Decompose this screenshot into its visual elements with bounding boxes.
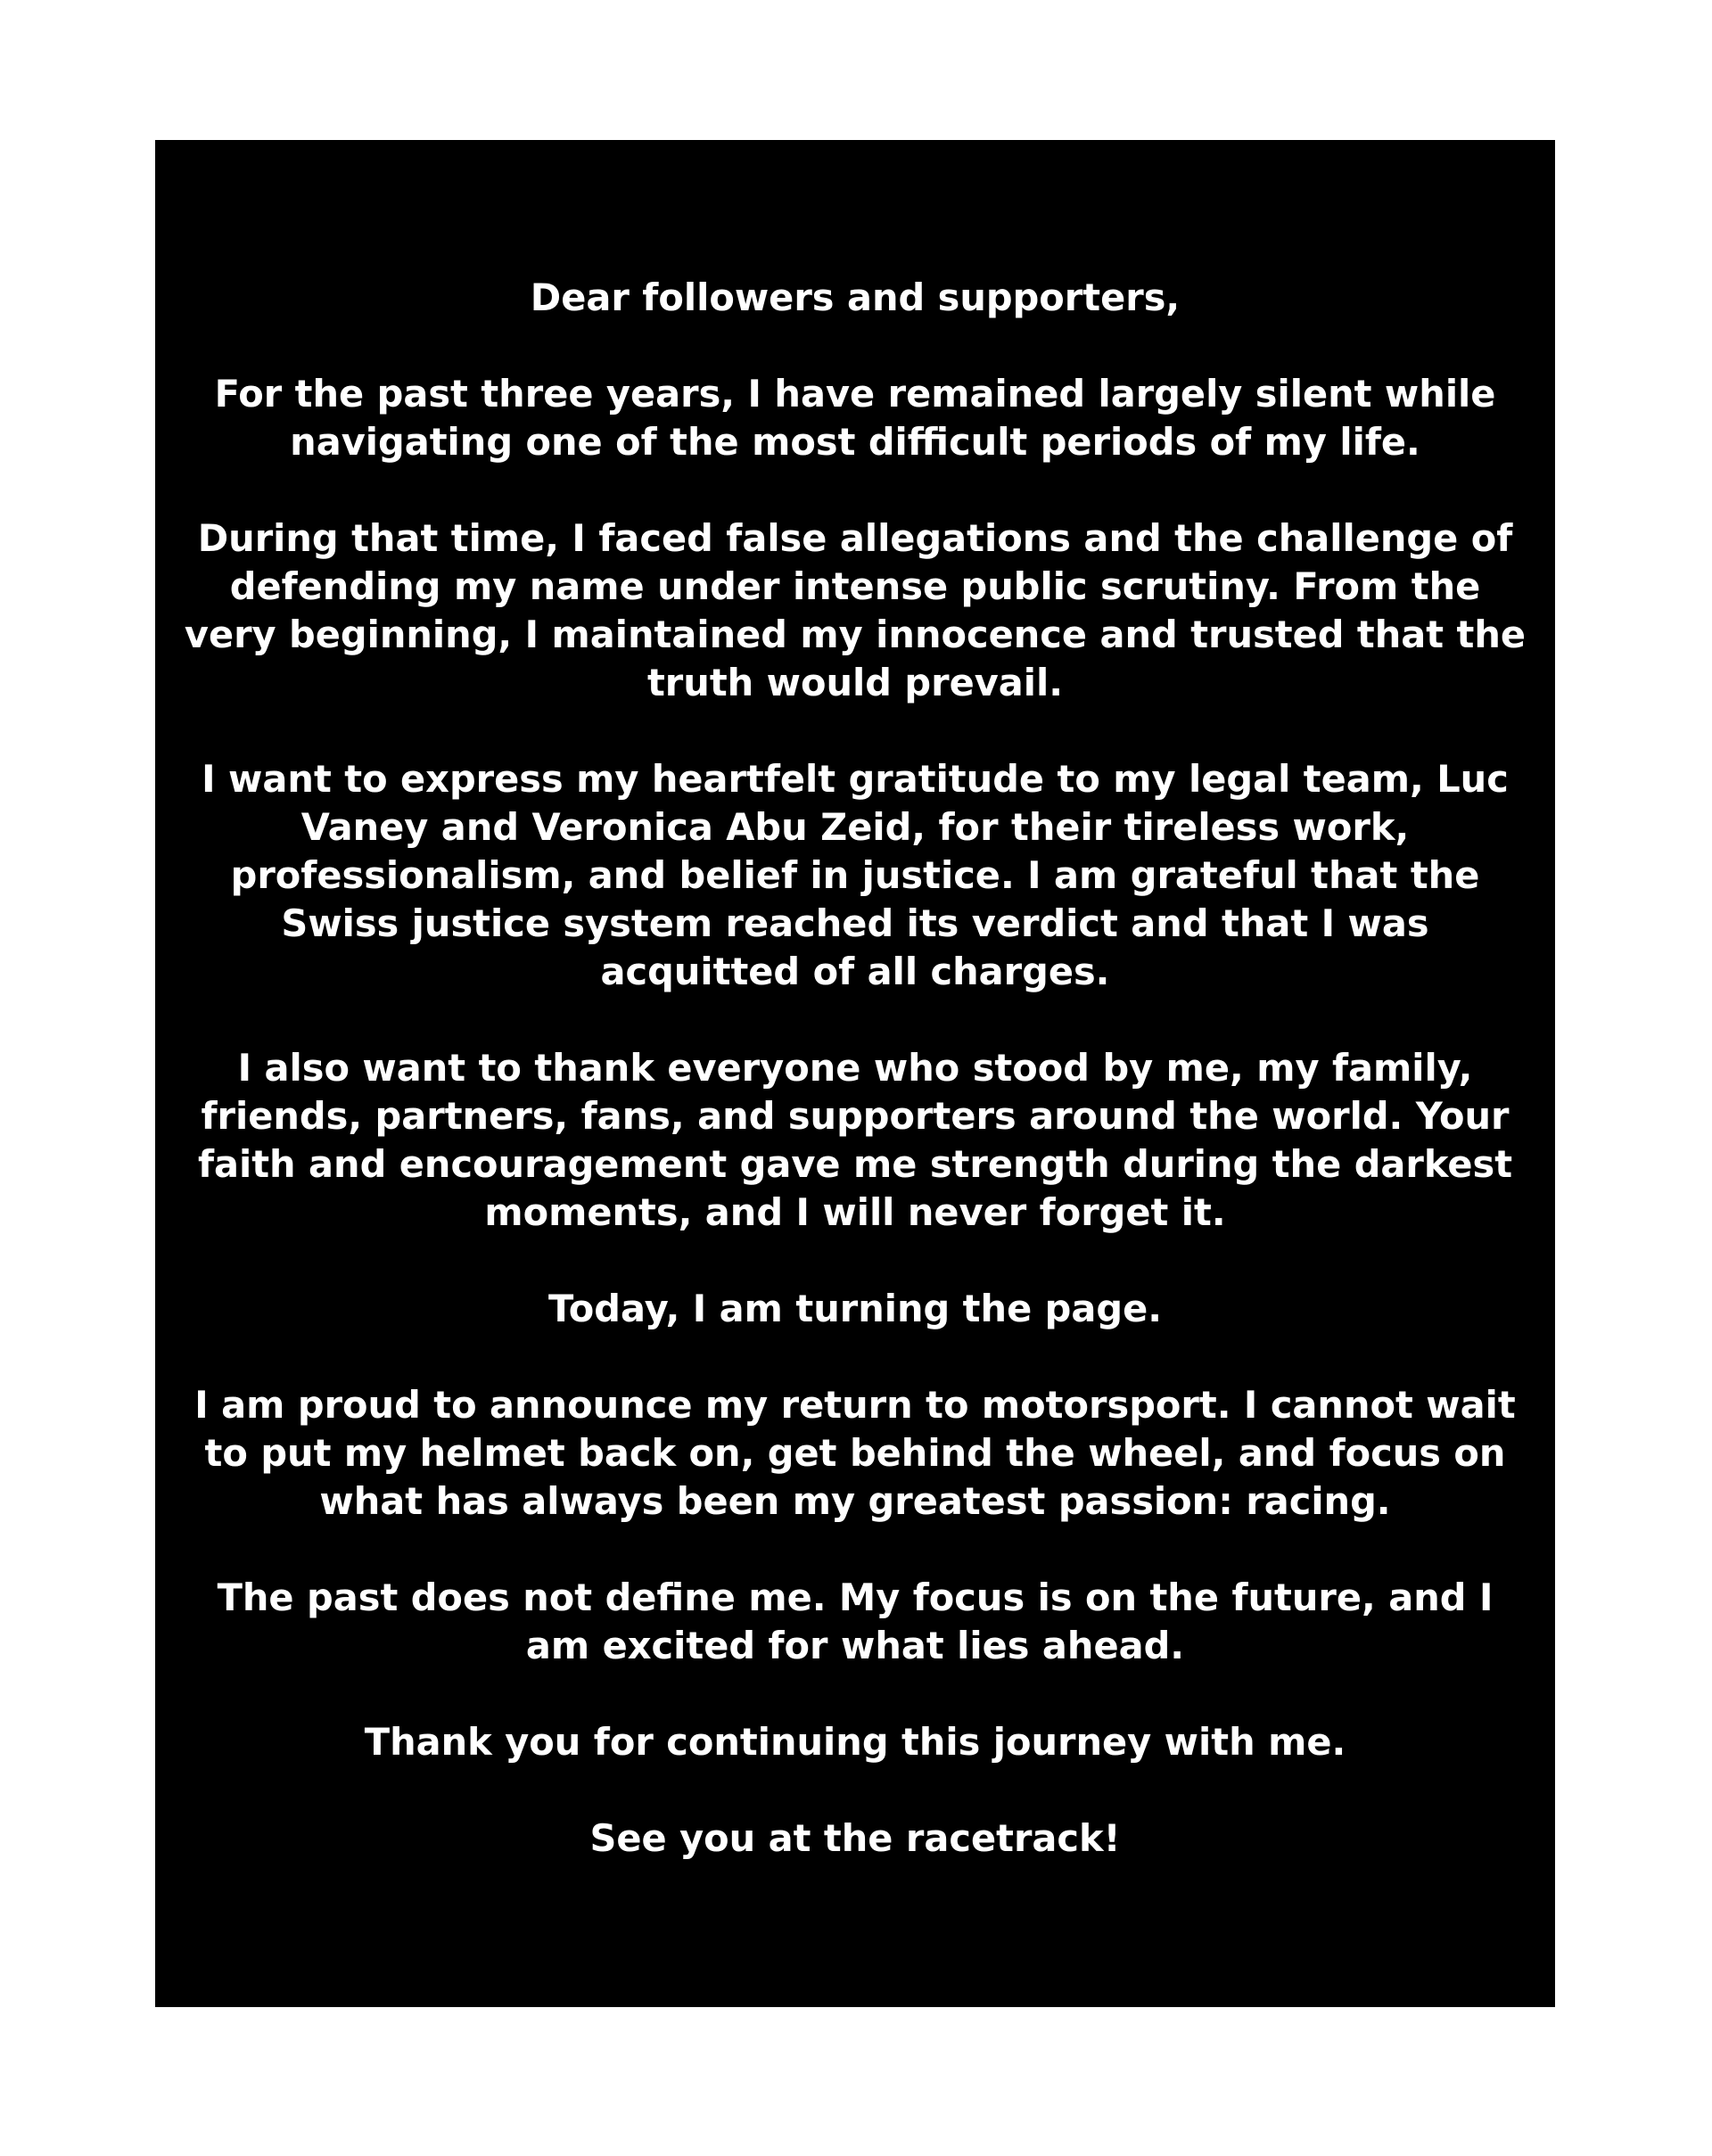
statement-card <box>155 140 1555 2007</box>
paragraph-return: I am proud to announce my return to motorsport. I cannot wait to put my helmet back on, get behind the wheel, and focus on what has always been my greatest passion: racing. <box>194 1383 1516 1523</box>
statement-text <box>155 274 1555 1863</box>
paragraph-thanks-supporters: I also want to thank everyone who stood by me, my family, friends, partners, fans, and supporters around the world. Your faith and encouragement gave me strength during the darkest moments, and I will never forget it. <box>197 1046 1513 1234</box>
paragraph-future: The past does not define me. My focus is on the future, and I am excited for what lies ahead. <box>217 1576 1494 1667</box>
greeting: Dear followers and supporters, <box>530 276 1181 319</box>
paragraph-allegations: During that time, I faced false allegations and the challenge of defending my name under intense public scrutiny. From the very beginning, I maintained my innocence and trusted that the truth would prevail. <box>184 516 1527 704</box>
paragraph-sign-off: See you at the racetrack! <box>589 1816 1121 1860</box>
paragraph-thank-you: Thank you for continuing this journey with me. <box>364 1720 1346 1764</box>
paragraph-gratitude-legal: I want to express my heartfelt gratitude to my legal team, Luc Vaney and Veronica Abu Zeid, for their tireless work, professionalism, and belief in justice. I am grateful that the Swiss justice system reached its verdict and that I was acquitted of all charges. <box>202 757 1509 993</box>
paragraph-turning-page: Today, I am turning the page. <box>548 1287 1162 1330</box>
paragraph-silence: For the past three years, I have remained largely silent while navigating one of the most difficult periods of my life. <box>214 372 1496 464</box>
